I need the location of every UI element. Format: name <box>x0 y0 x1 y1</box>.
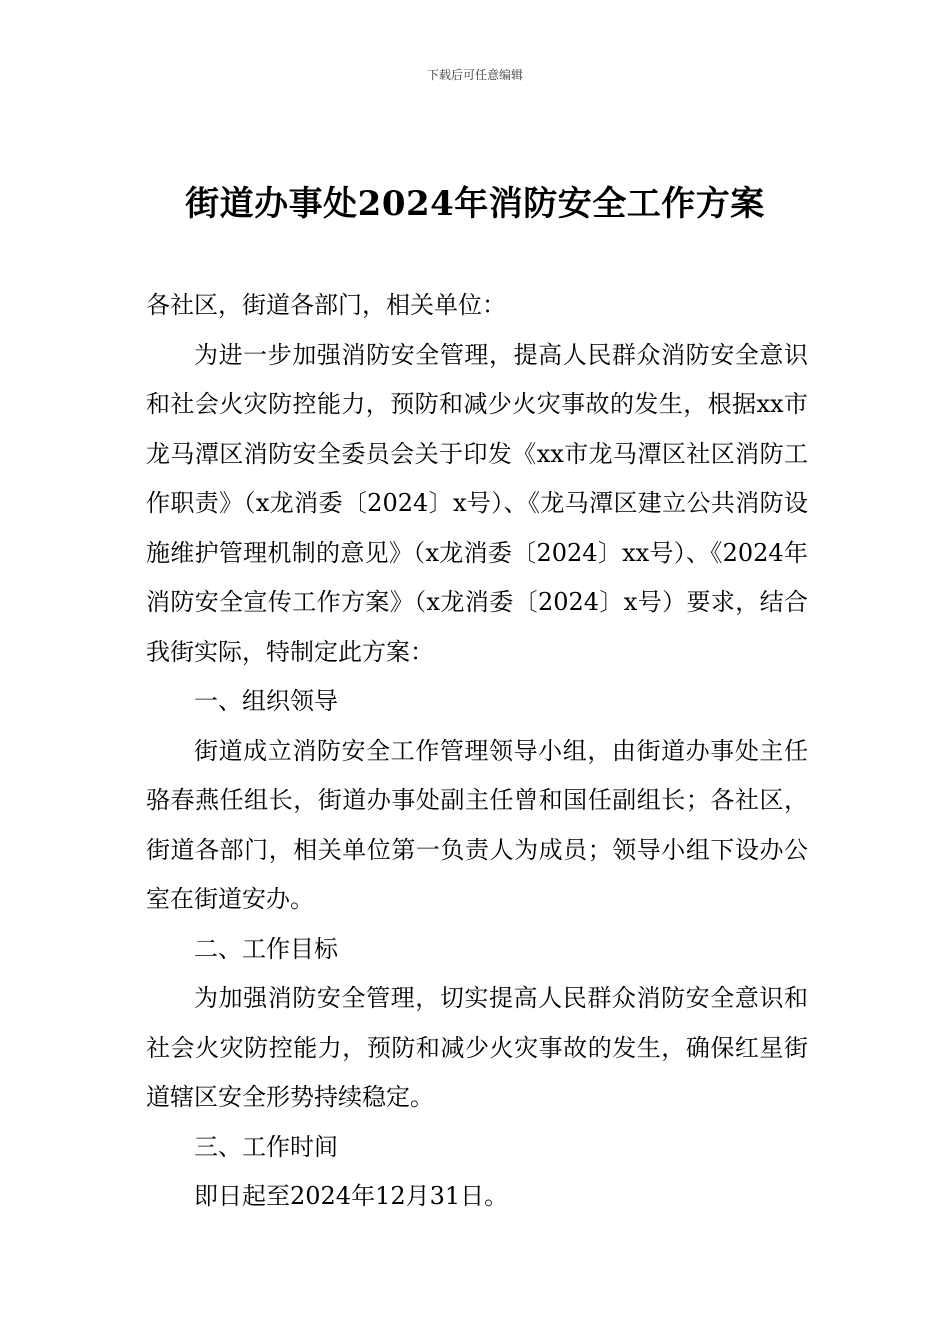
document-body <box>146 281 808 1222</box>
section-heading-time: 三、工作时间 <box>194 1132 338 1161</box>
intro-paragraph: 为进一步加强消防安全管理，提高人民群众消防安全意识和社会火灾防控能力，预防和减少火灾事故的发生，根据xx市龙马潭区消防安全委员会关于印发《xx市龙马潭区社区消防工作职责》（x龙消委〔2024〕x号）、《龙马潭区建立公共消防设施维护管理机制的意见》（x龙消委〔2024〕xx号）、《2024年消防安全宣传工作方案》（x龙消委〔2024〕x号）要求，结合我街实际，特制定此方案： <box>146 340 808 666</box>
document-title: 街道办事处2024年消防安全工作方案 <box>185 184 765 224</box>
section-heading-goals: 二、工作目标 <box>194 934 338 963</box>
section-body-goals: 为加强消防安全管理，切实提高人民群众消防安全意识和社会火灾防控能力，预防和减少火灾事故的发生，确保红星街道辖区安全形势持续稳定。 <box>146 984 808 1111</box>
section-heading-organization: 一、组织领导 <box>194 687 338 715</box>
header-note: 下载后可任意编辑 <box>426 68 523 82</box>
salutation: 各社区，街道各部门，相关单位： <box>146 291 506 319</box>
section-body-time: 即日起至2024年12月31日。 <box>194 1182 509 1210</box>
section-body-organization: 街道成立消防安全工作管理领导小组，由街道办事处主任骆春燕任组长，街道办事处副主任曾和国任副组长；各社区，街道各部门，相关单位第一负责人为成员；领导小组下设办公室在街道安办。 <box>146 736 808 913</box>
